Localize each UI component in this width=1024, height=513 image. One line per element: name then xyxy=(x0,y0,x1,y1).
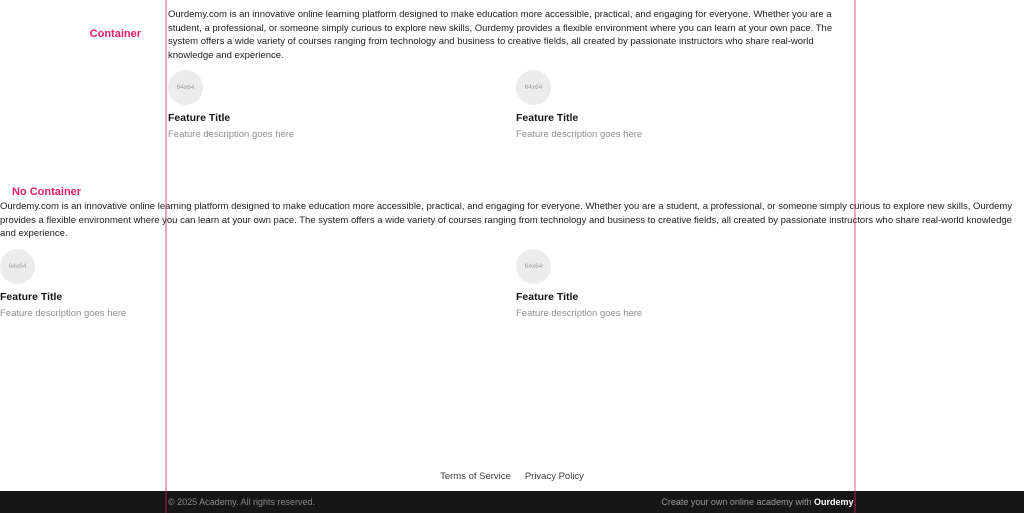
feature-card xyxy=(168,70,508,141)
feature-description: Feature description goes here xyxy=(0,307,127,319)
bottom-bar-content xyxy=(168,491,856,513)
feature-image-placeholder-label: 64x64 xyxy=(524,262,543,270)
feature-image-placeholder xyxy=(168,70,203,105)
promo-suffix-text: . xyxy=(853,497,856,507)
feature-card xyxy=(516,249,1024,320)
features-grid xyxy=(0,249,1024,320)
about-paragraph: Ourdemy.com is an innovative online learning platform designed to make education more accessible, practical, and engaging for everyone. Whether you are a student, a professional, or someone simply curious to explore new skills, Ourdemy provides a flexible environment where you can learn at your own pace. The system offers a wide variety of courses ranging from technology and business to creative fields, all created by passionate instructors who share real-world knowledge and experience. xyxy=(0,201,1013,239)
feature-description: Feature description goes here xyxy=(168,129,295,140)
footer-links xyxy=(0,470,1024,483)
feature-title: Feature Title xyxy=(516,290,579,303)
bottom-bar xyxy=(0,491,1024,513)
promo-prefix-text: Create your own online academy with xyxy=(661,497,814,507)
feature-image-placeholder xyxy=(0,249,35,284)
no-container-section-label: No Container xyxy=(12,186,82,198)
container-section-label: Container xyxy=(89,28,141,40)
terms-of-service-link[interactable]: Terms of Service xyxy=(440,470,511,482)
feature-card xyxy=(0,249,508,320)
no-container-demo-section xyxy=(0,200,1024,320)
feature-card xyxy=(516,70,856,141)
promo-text xyxy=(661,497,856,507)
copyright-text: © 2025 Academy. All rights reserved. xyxy=(168,497,316,507)
features-grid xyxy=(168,70,856,141)
ourdemy-brand-link[interactable]: Ourdemy xyxy=(813,497,854,507)
feature-title: Feature Title xyxy=(516,112,579,124)
feature-image-placeholder-label: 64x64 xyxy=(8,262,27,270)
feature-title: Feature Title xyxy=(0,290,63,303)
container-demo-section xyxy=(168,0,856,141)
feature-description: Feature description goes here xyxy=(516,307,643,319)
feature-image-placeholder xyxy=(516,70,551,105)
feature-title: Feature Title xyxy=(168,112,231,124)
feature-image-placeholder-label: 64x64 xyxy=(524,84,543,91)
feature-description: Feature description goes here xyxy=(516,129,643,140)
privacy-policy-link[interactable]: Privacy Policy xyxy=(524,470,584,482)
about-paragraph: Ourdemy.com is an innovative online learning platform designed to make education more accessible, practical, and engaging for everyone. Whether you are a student, a professional, or someone simply curious to explore new skills, Ourdemy provides a flexible environment where you can learn at your own pace. The system offers a wide variety of courses ranging from technology and business to creative fields, all created by passionate instructors who share real-world knowledge and experience. xyxy=(168,9,833,61)
feature-image-placeholder-label: 64x64 xyxy=(176,84,195,91)
feature-image-placeholder xyxy=(516,249,551,284)
